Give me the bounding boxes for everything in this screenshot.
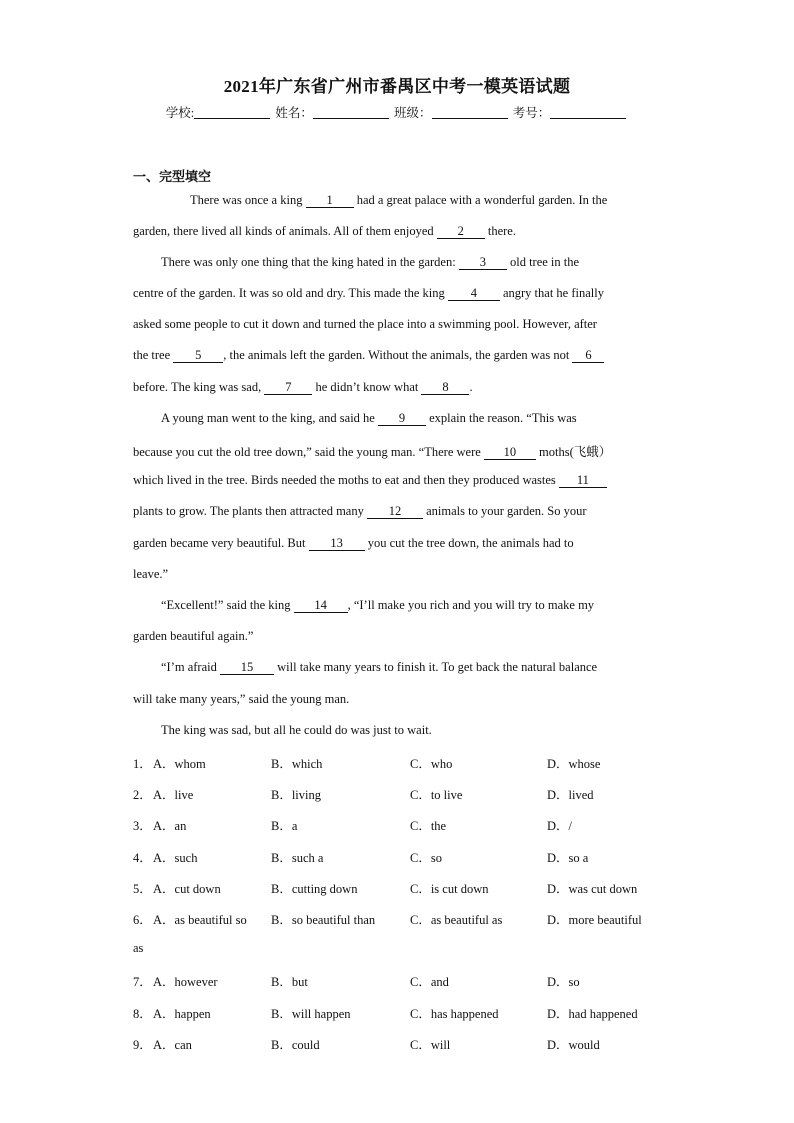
option-b[interactable]: B．which — [271, 757, 323, 771]
option-a[interactable]: A．whom — [153, 757, 206, 771]
option-d[interactable]: D．more beautiful — [547, 913, 642, 927]
blank-13: 13 — [309, 536, 365, 551]
passage-line: A young man went to the king, and said he 9 explain the reason. “This was — [161, 411, 577, 425]
blank-8: 8 — [421, 380, 469, 395]
option-a-wrap: as — [133, 941, 144, 955]
option-b[interactable]: B．cutting down — [271, 882, 358, 896]
passage-line: There was once a king 1 had a great palace with a wonderful garden. In the — [190, 193, 608, 207]
passage-line: garden became very beautiful. But 13 you cut the tree down, the animals had to — [133, 536, 574, 550]
option-d[interactable]: D．/ — [547, 819, 573, 833]
option-row — [133, 785, 673, 805]
passage-line: because you cut the old tree down,” said the young man. “There were 10 moths(飞蛾） — [133, 445, 612, 459]
option-row — [133, 754, 673, 774]
option-a[interactable]: A．live — [153, 788, 194, 802]
passage-line: There was only one thing that the king hated in the garden: 3 old tree in the — [161, 255, 580, 269]
question-number: 1． — [133, 757, 152, 771]
option-d[interactable]: D．had happened — [547, 1007, 638, 1021]
passage-line: garden, there lived all kinds of animals. All of them enjoyed 2 there. — [133, 224, 516, 238]
question-number: 5． — [133, 882, 152, 896]
option-row — [133, 910, 673, 955]
option-d[interactable]: D．whose — [547, 757, 601, 771]
option-a[interactable]: A．can — [153, 1038, 192, 1052]
blank-12: 12 — [367, 504, 423, 519]
blank-14: 14 — [294, 598, 348, 613]
blank-10: 10 — [484, 445, 536, 460]
option-row — [133, 1035, 673, 1055]
option-b[interactable]: B．a — [271, 819, 298, 833]
question-number: 7． — [133, 975, 152, 989]
option-c[interactable]: C．so — [410, 851, 442, 865]
student-info-line — [0, 103, 794, 121]
id-label: 考号： — [512, 106, 551, 120]
option-c[interactable]: C．has happened — [410, 1007, 499, 1021]
blank-9: 9 — [378, 411, 426, 426]
passage-line: before. The king was sad, 7 he didn’t know what 8 . — [133, 380, 473, 394]
passage-line: plants to grow. The plants then attracted many 12 animals to your garden. So your — [133, 504, 587, 518]
option-d[interactable]: D．was cut down — [547, 882, 638, 896]
option-row — [133, 848, 673, 868]
school-label: 学校: — [165, 106, 195, 120]
passage-line: “Excellent!” said the king 14 , “I’ll make you rich and you will try to make my — [161, 598, 595, 612]
option-a[interactable]: A．such — [153, 851, 198, 865]
blank-7: 7 — [264, 380, 312, 395]
passage-line: asked some people to cut it down and turned the place into a swimming pool. However, after — [133, 317, 597, 331]
option-a[interactable]: A．however — [153, 975, 218, 989]
passage-line: the tree 5 , the animals left the garden. Without the animals, the garden was not 6 — [133, 348, 604, 363]
option-b[interactable]: B．but — [271, 975, 308, 989]
passage-line: leave.” — [133, 567, 169, 581]
option-a[interactable]: A．as beautiful so — [153, 913, 247, 927]
option-row — [133, 816, 673, 836]
option-b[interactable]: B．living — [271, 788, 322, 802]
blank-1: 1 — [306, 193, 354, 208]
option-c[interactable]: C．will — [410, 1038, 451, 1052]
passage-line: “I’m afraid 15 will take many years to finish it. To get back the natural balance — [161, 660, 598, 674]
passage-line: will take many years,” said the young man. — [133, 692, 350, 706]
option-b[interactable]: B．will happen — [271, 1007, 351, 1021]
option-row — [133, 1004, 673, 1024]
option-b[interactable]: B．could — [271, 1038, 320, 1052]
passage-line: which lived in the tree. Birds needed the moths to eat and then they produced wastes 11 — [133, 473, 607, 488]
option-c[interactable]: C．and — [410, 975, 449, 989]
option-a[interactable]: A．happen — [153, 1007, 211, 1021]
blank-3: 3 — [459, 255, 507, 270]
option-c[interactable]: C．as beautiful as — [410, 913, 503, 927]
option-c[interactable]: C．the — [410, 819, 447, 833]
school-field[interactable] — [194, 106, 270, 119]
option-d[interactable]: D．so — [547, 975, 580, 989]
passage-line: centre of the garden. It was so old and dry. This made the king 4 angry that he finally — [133, 286, 604, 300]
passage-line: The king was sad, but all he could do was just to wait. — [161, 723, 432, 737]
id-field[interactable] — [550, 106, 626, 119]
question-number: 3． — [133, 819, 152, 833]
blank-15: 15 — [220, 660, 274, 675]
option-b[interactable]: B．such a — [271, 851, 324, 865]
blank-4: 4 — [448, 286, 500, 301]
option-c[interactable]: C．who — [410, 757, 453, 771]
option-d[interactable]: D．would — [547, 1038, 600, 1052]
passage-line: garden beautiful again.” — [133, 629, 254, 643]
option-row — [133, 879, 673, 899]
blank-2: 2 — [437, 224, 485, 239]
name-label: 姓名： — [275, 106, 313, 120]
option-a[interactable]: A．cut down — [153, 882, 221, 896]
option-d[interactable]: D．lived — [547, 788, 594, 802]
class-label: 班级： — [394, 106, 432, 120]
option-d[interactable]: D．so a — [547, 851, 589, 865]
page-title: 2021年广东省广州市番禺区中考一模英语试题 — [223, 77, 571, 96]
question-number: 2． — [133, 788, 152, 802]
option-row — [133, 972, 673, 992]
option-c[interactable]: C．is cut down — [410, 882, 489, 896]
blank-5: 5 — [173, 348, 223, 363]
question-number: 9． — [133, 1038, 152, 1052]
class-field[interactable] — [432, 106, 508, 119]
blank-11: 11 — [559, 473, 607, 488]
blank-6: 6 — [572, 348, 604, 363]
question-number: 6． — [133, 913, 152, 927]
section-heading: 一、完型填空 — [133, 170, 212, 185]
question-number: 8． — [133, 1007, 152, 1021]
name-field[interactable] — [313, 106, 389, 119]
option-c[interactable]: C．to live — [410, 788, 463, 802]
option-a[interactable]: A．an — [153, 819, 187, 833]
option-b[interactable]: B．so beautiful than — [271, 913, 376, 927]
question-number: 4． — [133, 851, 152, 865]
